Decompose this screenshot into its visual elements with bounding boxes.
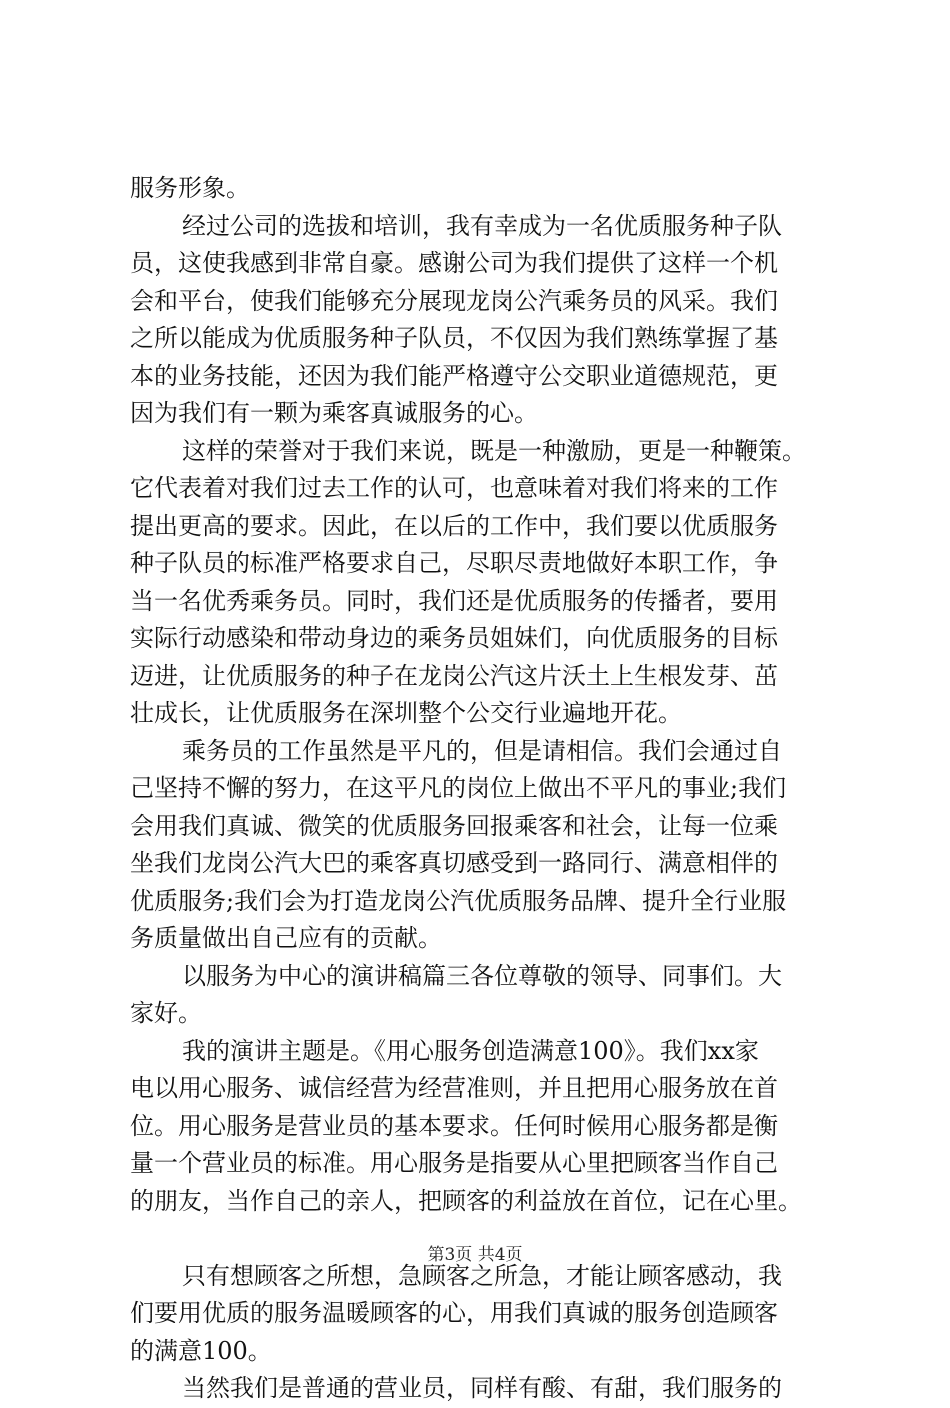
text-line: 服务形象。 [130, 174, 250, 202]
document-body [130, 170, 842, 1408]
text-line: 电以用心服务、诚信经营为经营准则，并且把用心服务放在首 [130, 1074, 778, 1102]
text-line: 员，这使我感到非常自豪。感谢公司为我们提供了这样一个机 [130, 249, 778, 277]
text-line: 位。用心服务是营业员的基本要求。任何时候用心服务都是衡 [130, 1111, 778, 1140]
text-line: 经过公司的选拔和培训，我有幸成为一名优质服务种子队 [182, 211, 782, 240]
text-line: 会用我们真诚、微笑的优质服务回报乘客和社会，让每一位乘 [130, 811, 778, 840]
text-line: 会和平台，使我们能够充分展现龙岗公汽乘务员的风采。我们 [130, 286, 778, 315]
text-line: 家好。 [130, 999, 202, 1027]
text-line: 这样的荣誉对于我们来说，既是一种激励，更是一种鞭策。 [182, 436, 806, 465]
text-line: 提出更高的要求。因此，在以后的工作中，我们要以优质服务 [130, 511, 778, 540]
page-footer: 第3页 共4页 [427, 1245, 523, 1265]
text-line: 壮成长，让优质服务在深圳整个公交行业遍地开花。 [130, 699, 682, 727]
text-line: 己坚持不懈的努力，在这平凡的岗位上做出不平凡的事业;我们 [130, 774, 787, 802]
text-line: 本的业务技能，还因为我们能严格遵守公交职业道德规范，更 [130, 361, 778, 390]
text-line: 坐我们龙岗公汽大巴的乘客真切感受到一路同行、满意相伴的 [130, 849, 778, 877]
text-line: 我的演讲主题是。《用心服务创造满意100》。我们xx家 [182, 1036, 759, 1065]
text-line: 它代表着对我们过去工作的认可，也意味着对我们将来的工作 [130, 474, 778, 502]
text-line: 实际行动感染和带动身边的乘务员姐妹们，向优质服务的目标 [130, 624, 778, 652]
text-line: 只有想顾客之所想，急顾客之所急，才能让顾客感动，我 [182, 1261, 782, 1290]
text-line: 迈进，让优质服务的种子在龙岗公汽这片沃土上生根发芽、茁 [130, 661, 778, 690]
text-line: 种子队员的标准严格要求自己，尽职尽责地做好本职工作，争 [130, 549, 778, 577]
text-line: 以服务为中心的演讲稿篇三各位尊敬的领导、同事们。大 [182, 961, 782, 990]
text-line: 因为我们有一颗为乘客真诚服务的心。 [130, 399, 538, 427]
text-line: 之所以能成为优质服务种子队员，不仅因为我们熟练掌握了基 [130, 324, 778, 352]
text-line: 当一名优秀乘务员。同时，我们还是优质服务的传播者，要用 [130, 586, 778, 615]
text-line: 的满意100。 [130, 1336, 272, 1365]
text-line: 乘务员的工作虽然是平凡的，但是请相信。我们会通过自 [182, 736, 782, 765]
text-line: 优质服务;我们会为打造龙岗公汽优质服务品牌、提升全行业服 [130, 886, 787, 915]
text-line: 的朋友，当作自己的亲人，把顾客的利益放在首位，记在心里。 [130, 1186, 802, 1215]
text-line: 务质量做出自己应有的贡献。 [130, 924, 442, 952]
text-line: 当然我们是普通的营业员，同样有酸、有甜，我们服务的 [182, 1374, 782, 1402]
text-line: 们要用优质的服务温暖顾客的心，用我们真诚的服务创造顾客 [130, 1299, 778, 1327]
text-line: 量一个营业员的标准。用心服务是指要从心里把顾客当作自己 [130, 1149, 778, 1177]
